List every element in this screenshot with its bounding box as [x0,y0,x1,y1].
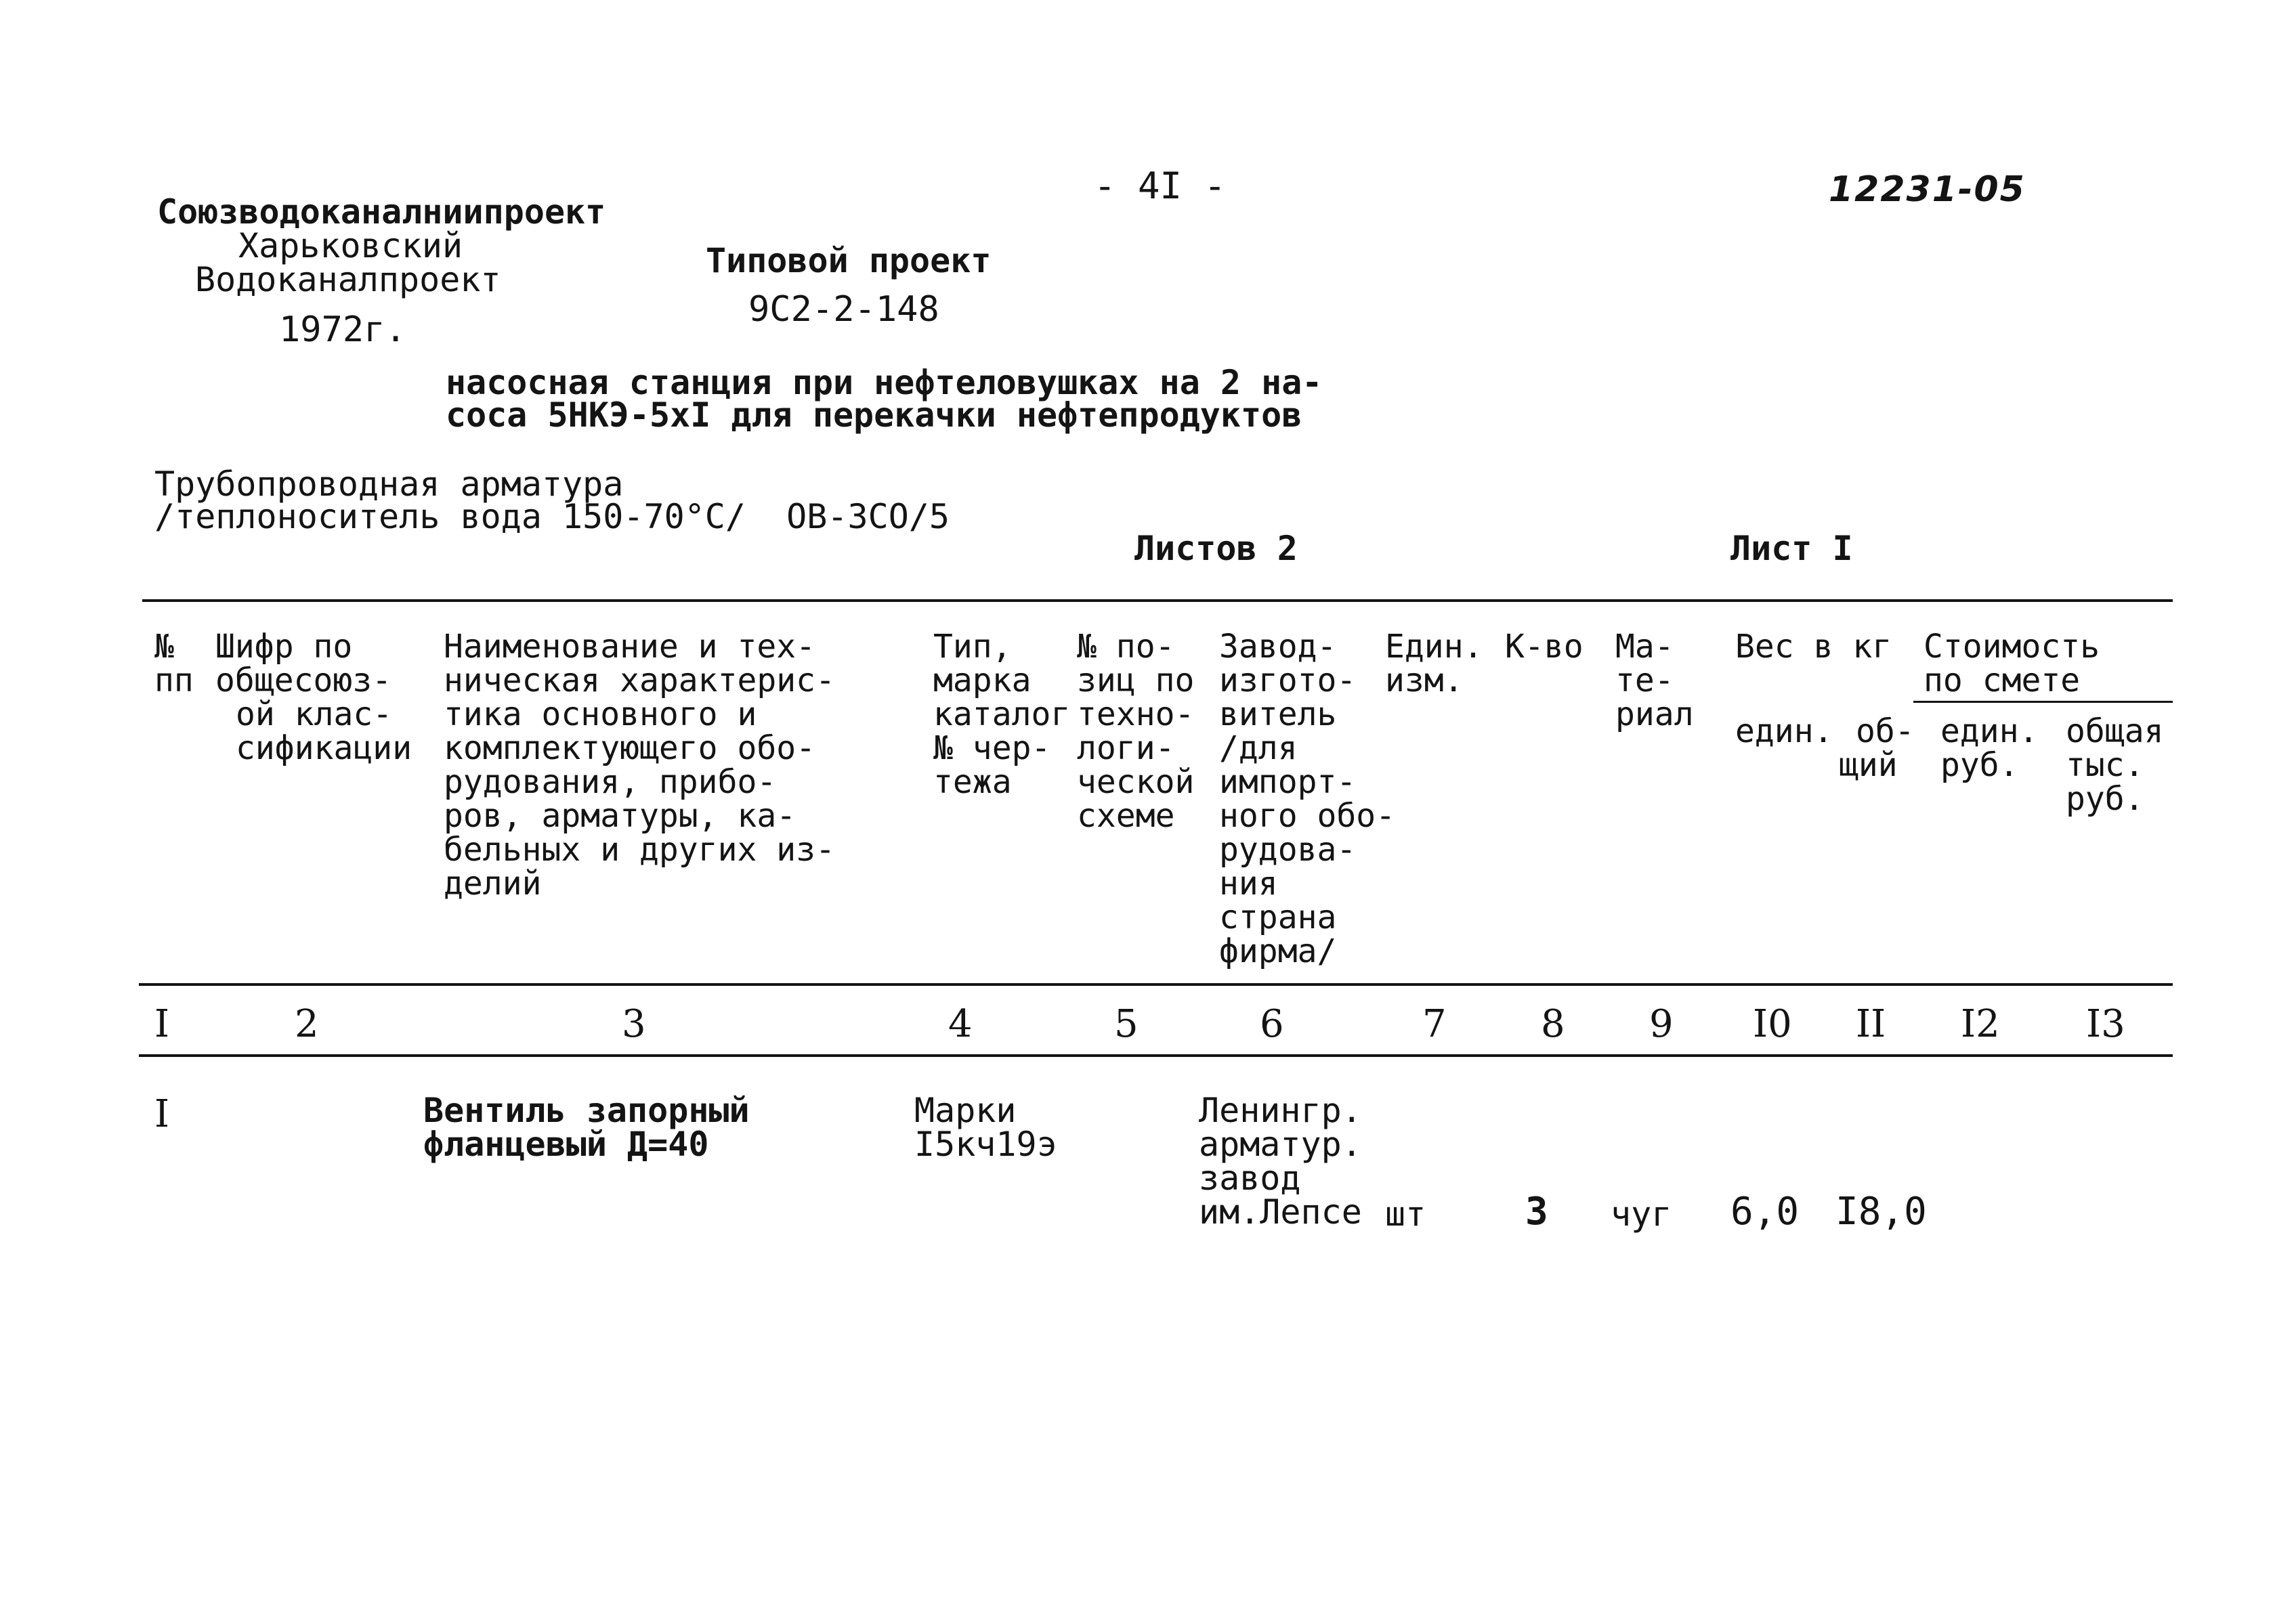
org-name-line3: Водоканалпроект [195,260,501,299]
col-header-6-line6: ного обо- [1219,797,1396,835]
col-header-6-line5: импорт- [1219,763,1357,801]
col-header-6-line3: витель [1219,695,1337,733]
col-header-1-line1: № [154,628,174,666]
row-number: I [154,1092,170,1136]
column-numbers-bottom-rule [139,1054,2173,1057]
col-header-6-line1: Завод- [1219,628,1337,666]
col-header-5-line4: логи- [1077,729,1175,767]
year: 1972г. [279,309,406,350]
column-number-6: 6 [1260,1002,1284,1046]
col-header-3-line6: ров, арматуры, ка- [444,797,796,835]
col-header-3-line4: комплектующего обо- [444,729,816,767]
weight-unit-header: един. [1735,712,1833,750]
col-header-8-line1: К-во [1505,628,1583,666]
col-header-6-line10: фирма/ [1219,932,1337,970]
column-number-13: I3 [2086,1002,2125,1046]
cost-total-header-line1: общая [2066,712,2164,750]
col-header-6-line8: ния [1219,865,1278,903]
col-header-3-line3: тика основного и [444,695,757,733]
column-number-1: I [154,1002,170,1046]
column-number-5: 5 [1114,1002,1139,1046]
item-type-line2: I5кч19э [914,1125,1057,1164]
column-number-9: 9 [1649,1002,1674,1046]
col-header-4-line5: тежа [933,763,1012,801]
item-weight-total: I8,0 [1835,1190,1927,1234]
col-header-3-line2: ническая характерис- [444,662,835,699]
col-header-4-line1: Тип, [933,628,1012,666]
cost-unit-header-line2: руб. [1940,746,2019,784]
col-header-7-line2: изм. [1385,662,1464,699]
org-name-line2: Харьковский [238,226,463,265]
column-number-12: I2 [1961,1002,2000,1046]
item-maker-line3: завод [1199,1159,1301,1198]
item-weight-unit: 6,0 [1730,1190,1800,1234]
item-material: чуг [1611,1194,1672,1234]
item-maker-line2: арматур. [1199,1125,1362,1164]
item-maker-line1: Ленингр. [1199,1091,1362,1130]
column-number-4: 4 [948,1002,973,1046]
column-number-8: 8 [1541,1002,1565,1046]
col-header-2-line2: общесоюз- [215,662,392,699]
header-bottom-rule [139,983,2173,986]
item-quantity: 3 [1525,1190,1548,1234]
item-name-line2: фланцевый Д=40 [423,1125,709,1164]
col-header-5-line2: зиц по [1077,662,1195,699]
weight-total-header-line2: щий [1839,746,1898,784]
col-header-4-line2: марка [933,662,1032,699]
section-title-line1: Трубопроводная арматура [154,464,624,504]
column-number-10: I0 [1753,1002,1792,1046]
page-number: - 4I - [1094,165,1227,207]
item-name-line1: Вентиль запорный [423,1091,750,1130]
cost-group-header-line2: по смете [1923,662,2081,699]
column-number-3: 3 [622,1002,646,1046]
col-header-3-line1: Наименование и тех- [444,628,816,666]
column-number-2: 2 [295,1002,319,1046]
project-description-line1: насосная станция при нефтеловушках на 2 на- [446,363,1323,402]
col-header-7-line1: Един. [1385,628,1483,666]
col-header-5-line6: схеме [1077,797,1175,835]
col-header-9-line2: те- [1615,662,1674,699]
weight-total-header-line1: об- [1856,712,1915,750]
col-header-3-line8: делий [444,865,542,903]
col-header-6-line7: рудова- [1219,831,1357,869]
cost-total-header-line2: тыс. [2066,746,2144,784]
org-name-line1: Союзводоканалниипроект [157,192,606,232]
cost-group-underline [1913,701,2173,703]
table-top-rule [142,599,2173,602]
cost-unit-header-line1: един. [1940,712,2039,750]
section-title-line2: /теплоноситель вода 150-70°С/ ОВ-3СО/5 [154,497,950,536]
project-label: Типовой проект [706,241,992,280]
col-header-6-line4: /для [1219,729,1298,767]
col-header-5-line1: № по- [1077,628,1175,666]
col-header-4-line3: каталог [933,695,1071,733]
sheets-total: Листов 2 [1134,529,1298,568]
doc-code-handwritten: 12231-05 [1829,169,2026,210]
col-header-3-line5: рудования, прибо- [444,763,777,801]
col-header-3-line7: бельных и других из- [444,831,835,869]
cost-total-header-line3: руб. [2066,780,2144,818]
item-maker-line4: им.Лепсе [1199,1192,1362,1232]
col-header-2-line4: сификации [236,729,412,767]
col-header-5-line3: техно- [1077,695,1195,733]
col-header-5-line5: ческой [1077,763,1195,801]
item-unit: шт [1385,1194,1426,1234]
col-header-4-line4: № чер- [933,729,1051,767]
col-header-9-line1: Ма- [1615,628,1674,666]
weight-group-header: Вес в кг [1735,628,1892,666]
item-type-line1: Марки [914,1091,1017,1130]
col-header-6-line2: изгото- [1219,662,1357,699]
col-header-2-line1: Шифр по [215,628,353,666]
project-code: 9С2-2-148 [748,289,939,330]
col-header-9-line3: риал [1615,695,1694,733]
col-header-2-line3: ой клас- [236,695,393,733]
sheet-current: Лист I [1730,529,1853,568]
column-number-7: 7 [1422,1002,1447,1046]
column-number-11: II [1856,1002,1886,1046]
col-header-6-line9: страна [1219,899,1337,936]
cost-group-header-line1: Стоимость [1923,628,2100,666]
col-header-1-line2: пп [154,662,194,699]
project-description-line2: соса 5НКЭ-5хI для перекачки нефтепродуктов [446,395,1302,435]
